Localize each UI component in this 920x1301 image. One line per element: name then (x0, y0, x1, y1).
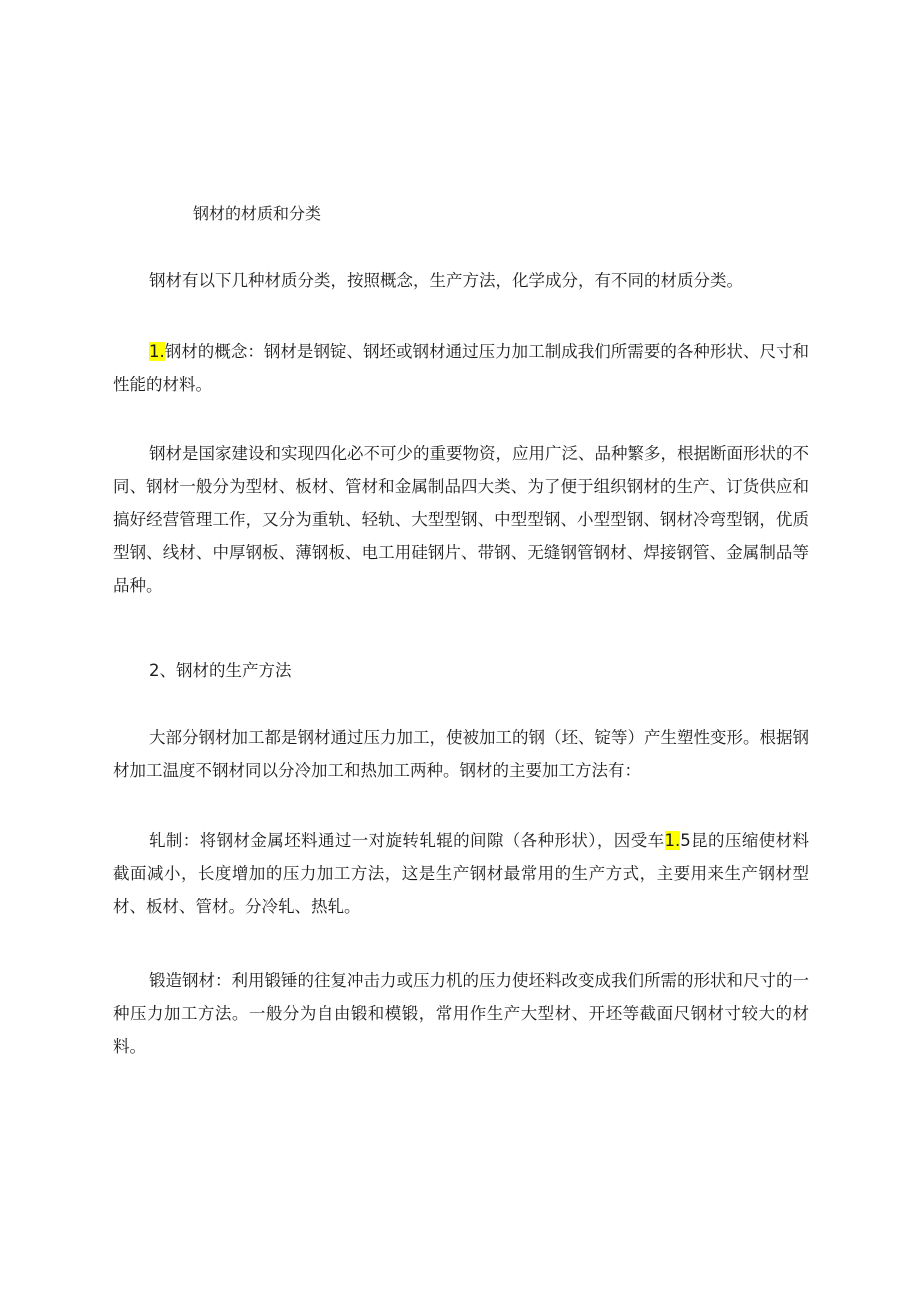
section1-text: 钢材的概念：钢材是钢锭、钢坯或钢材通过压力加工制成我们所需要的各种形状、尺寸和性能的材料。 (113, 342, 809, 394)
production-paragraph: 大部分钢材加工都是钢材通过压力加工，使被加工的钢（坯、锭等）产生塑性变形。根据钢材加工温度不钢材同以分冷加工和热加工两种。钢材的主要加工方法有： (113, 728, 809, 780)
rolling-text-before: 轧制：将钢材金属坯料通过一对旋转轧辊的间隙（各种形状），因受车 (149, 831, 665, 850)
section1-number-highlight: 1. (149, 342, 165, 361)
rolling-text-after: 5昆的压缩使材料截面减小，长度增加的压力加工方法，这是生产钢材最常用的生产方式，主要用来生产钢材型材、板材、管材。分冷轧、热轧。 (113, 831, 810, 916)
forging-paragraph: 锻造钢材：利用锻锤的往复冲击力或压力机的压力使坯料改变成我们所需的形状和尺寸的一种压力加工方法。一般分为自由锻和模锻，常用作生产大型材、开坯等截面尺钢材寸较大的材料。 (113, 971, 809, 1056)
rolling-paragraph (113, 824, 809, 923)
document-title: 钢材的材质和分类 (193, 204, 322, 223)
steel-overview-paragraph: 钢材是国家建设和实现四化必不可少的重要物资，应用广泛、品种繁多，根据断面形状的不同、钢材一般分为型材、板材、管材和金属制品四大类、为了便于组织钢材的生产、订货供应和搞好经营管理工作，又分为重轨、轻轨、大型型钢、中型型钢、小型型钢、钢材冷弯型钢，优质型钢、线材、中厚钢板、薄钢板、电工用硅钢片、带钢、无缝钢管钢材、焊接钢管、金属制品等品种。 (113, 444, 809, 595)
rolling-highlight: 1. (664, 831, 681, 850)
section1-paragraph (113, 335, 809, 401)
intro-paragraph: 钢材有以下几种材质分类，按照概念，生产方法，化学成分，有不同的材质分类。 (149, 271, 743, 290)
section2-heading: 2、钢材的生产方法 (149, 661, 292, 680)
